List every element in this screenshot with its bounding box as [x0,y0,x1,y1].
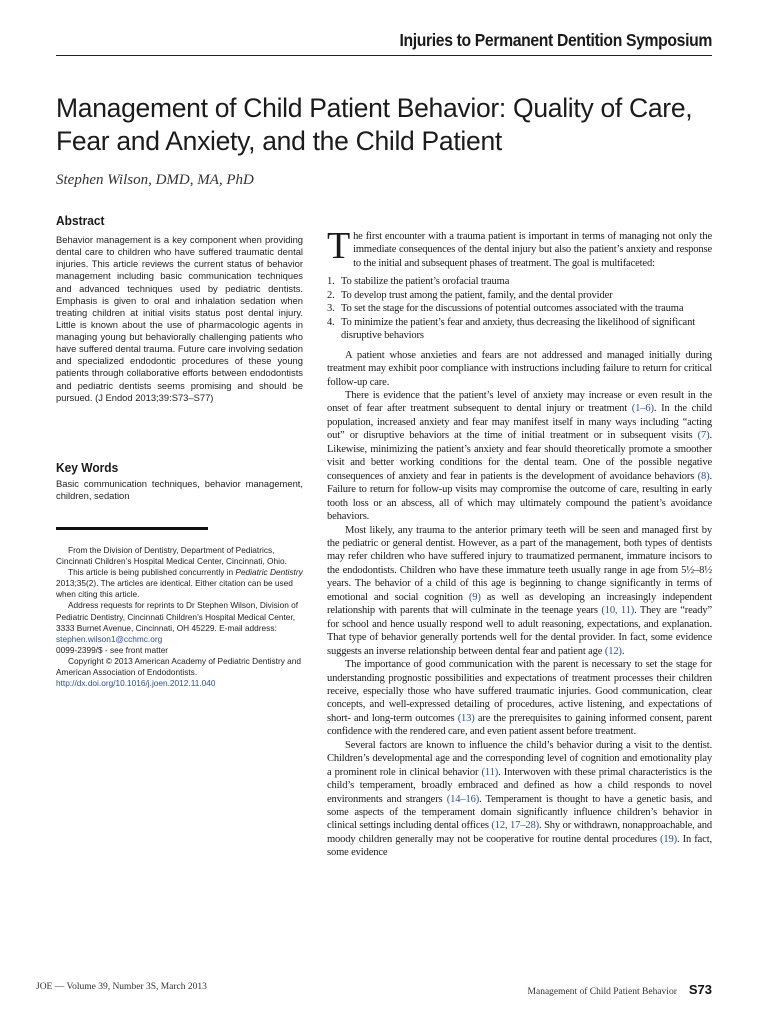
abstract-heading: Abstract [56,213,105,228]
paragraph-anxiety-evidence: There is evidence that the patient’s level of anxiety may increase or even result in the onset of fear after treatment subsequent to dental injury or treatment (1–6). In the child population, increased anxiety and fear may manifest itself in many ways including “acting out” or disruptive behaviors at the time of initial treatment or in subsequent visits (7). Likewise, minimizing the patient’s anxiety and fear should theoretically promote a smoother visit and better working conditions for the dental team. One of the possible negative consequences of anxiety and fear in patients is the development of avoidance behaviors (8). Failure to return for follow-up visits may compromise the outcome of care, resulting in early tooth loss or an abscess, all of which may ultimately compound the patient’s avoidance behaviors. [327,389,712,523]
citation-link[interactable]: (19) [660,833,677,845]
citation-link[interactable]: (14–16) [446,793,480,805]
concurrent-publication-note: This article is being published concurrently in Pediatric Dentistry 2013;35(2). The articles are identical. Either citation can be used when citing this article. [56,567,303,600]
citation-link[interactable]: (9) [468,591,481,603]
intro-paragraph: The first encounter with a trauma patient is important in terms of managing not only the immediate consequences of the dental injury but also the patient’s anxiety and response to the initial and subsequent phases of treatment. The goal is multifaceted: [327,225,712,269]
running-title: Management of Child Patient Behavior [527,987,677,997]
reprint-address: Address requests for reprints to Dr Stephen Wilson, Division of Pediatric Dentistry, Cincinnati Children’s Hospital Medical Center, 3333 Burnet Avenue, Cincinnati, OH 45229. E-mail address: stephen.wilson1@cchmc.org [56,600,299,644]
goals-list [327,275,712,342]
goal-item: 1. To stabilize the patient’s orofacial trauma [327,276,510,288]
citation-link[interactable]: (12, 17–28) [491,820,540,832]
doi-link[interactable]: http://dx.doi.org/10.1016/j.joen.2012.11.040 [56,678,216,689]
paragraph-communication: The importance of good communication with the parent is necessary to set the stage for understanding prognostic possibilities and expectations of treatment processes their children receive, especially those who have suffered traumatic injuries. Good communication, clear concepts, and well-expressed detailing of procedures, active listening, and expectations of short- and long-term outcomes (13) are the prerequisites to gaining informed consent, parent confidence with the rendered care, and even patient assent before treatment. [327,659,712,738]
body-text [327,225,713,860]
goal-item: 3. To set the stage for the discussions of potential outcomes associated with the trauma [327,303,684,315]
copyright-line: Copyright © 2013 American Academy of Pediatric Dentistry and American Association of Endodontists. [56,655,302,678]
abstract-text: Behavior management is a key component when providing dental care to children who have suffered traumatic dental injuries. This article reviews the current status of behavior management including basic communication techniques and advanced techniques used by pediatric dentists. Emphasis is given to oral and inhalation sedation when treating children at initial visits status post dental injury. Little is known about the use of pharmacologic agents in managing young but behaviorally challenging patients who have suffered dental trauma. Future care involving sedation and specialized endodontic procedures of these young patients through collaborative efforts between endodontists and pediatric dentists seems promising and should be pursued. (J Endod 2013;39:S73–S77) [56,234,303,403]
article-title: Management of Child Patient Behavior: Quality of Care, Fear and Anxiety, and the Child Patient [56,93,693,156]
footer-running-title [470,982,712,997]
paragraph-compliance: A patient whose anxieties and fears are not addressed and managed initially during treatment may exhibit poor compliance with instructions including failure to return for critical follow-up care. [327,349,712,388]
citation-link[interactable]: (1–6) [631,403,654,415]
keywords-heading: Key Words [56,460,119,475]
drop-cap: T [327,225,351,267]
journal-name: Pediatric Dentistry [235,567,303,578]
citation-link[interactable]: (8) [697,470,710,482]
citation-link[interactable]: (12) [604,645,622,657]
paragraph-behavior-factors: Several factors are known to influence the child’s behavior during a visit to the dentist. Children’s developmental age and the corresponding level of cognition and emotionality play a prominent role in clinical behavior (11). Interwoven with these primal characteristics is the child’s temperament, broadly embraced and defined as how a child responds to novel environments and strangers (14–16). Temperament is thought to have a genetic basis, and some aspects of the temperament domain significantly influence children’s behavior in clinical settings including dental offices (12, 17–28). Shy or withdrawn, nonapproachable, and moody children generally may not be cooperative for routine dental procedures (19). In fact, some evidence [327,739,713,859]
affiliation-notes [56,545,303,689]
goal-item: 2. To develop trust among the patient, family, and the dental provider [327,289,613,301]
header-rule [56,55,712,56]
email-link[interactable]: stephen.wilson1@cchmc.org [56,633,163,644]
goal-item: 4. To minimize the patient’s fear and anxiety, thus decreasing the likelihood of significant disruptive behaviors [327,316,695,342]
citation-link[interactable]: (7) [697,430,710,442]
citation-link[interactable]: (11) [481,766,499,778]
citation-link[interactable]: (10, 11) [601,605,635,617]
footer-journal-info: JOE — Volume 39, Number 3S, March 2013 [36,982,207,992]
section-divider [56,527,208,530]
affiliation-division: From the Division of Dentistry, Department of Pediatrics, Cincinnati Children’s Hospital Medical Center, Cincinnati, Ohio. [56,545,287,567]
symposium-header: Injuries to Permanent Dentition Symposium [399,30,712,50]
page-number: S73 [688,982,712,997]
citation-link[interactable]: (13) [457,712,475,724]
keywords-text: Basic communication techniques, behavior management, children, sedation [56,478,303,502]
issn-line: 0099-2399/$ - see front matter [56,644,169,655]
author-line: Stephen Wilson, DMD, MA, PhD [56,172,254,188]
paragraph-primary-teeth: Most likely, any trauma to the anterior primary teeth will be seen and managed first by the pediatric or general dentist. However, as a part of the management, both types of dentists may refer children who have suffered injury to traumatized permanent, immature incisors to the endodontists. Children who have these immature teeth usually range in age from 5½–8½ years. The behavior of a child of this age is beginning to change significantly in terms of emotional and social cognition (9) as well as developing an increasingly independent relationship with parents that will culminate in the teenage years (10, 11). They are “ready” for school and hence usually respond well to adult reasoning, expectations, and explanation. That type of behavior generally portends well for the dental provider. In fact, some evidence suggests an inverse relationship between dental fear and patient age (12). [327,524,712,657]
